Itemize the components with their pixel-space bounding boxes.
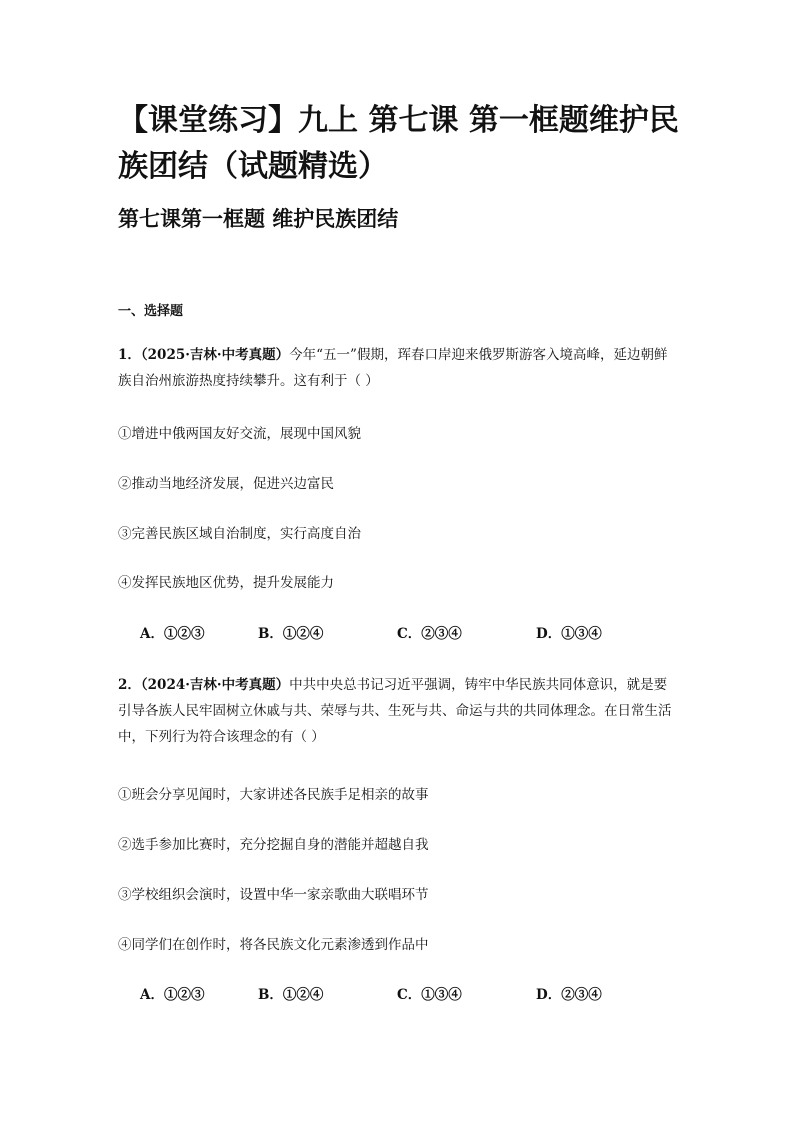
- option-statement-3: ③学校组织会演时，设置中华一家亲歌曲大联唱环节: [118, 887, 429, 903]
- section-heading: 一、选择题: [118, 304, 184, 319]
- question-text: 中共中央总书记习近平强调，铸牢中华民族共同体意识，就是要引导各族人民牢固树立休戚与共、荣辱与共、生死与共、命运与共的共同体理念。在日常生活中，下列行为符合该理念的有（ ）: [118, 677, 672, 745]
- choice-a: A．①②③: [140, 987, 205, 1003]
- choice-d: D．②③④: [536, 987, 602, 1003]
- question-number: 2．: [118, 677, 141, 693]
- question-number: 1．: [118, 347, 141, 363]
- question-2-stem: [118, 672, 678, 750]
- choice-c: C．①③④: [397, 987, 462, 1003]
- choice-c: C．②③④: [397, 626, 462, 642]
- document-title: 【课堂练习】九上 第七课 第一框题维护民族团结（试题精选）: [118, 103, 679, 184]
- option-statement-2: ②选手参加比赛时，充分挖掘自身的潜能并超越自我: [118, 837, 429, 853]
- option-statement-1: ①增进中俄两国友好交流，展现中国风貌: [118, 426, 361, 442]
- option-statement-4: ④同学们在创作时，将各民族文化元素渗透到作品中: [118, 937, 429, 953]
- question-1-stem: [118, 342, 678, 394]
- question-source: （2025·吉林·中考真题）: [140, 347, 290, 363]
- option-statement-3: ③完善民族区域自治制度，实行高度自治: [118, 526, 361, 542]
- choice-d: D．①③④: [536, 626, 602, 642]
- question-source: （2024·吉林·中考真题）: [140, 677, 290, 693]
- choice-b: B．①②④: [258, 987, 324, 1003]
- question-text: 今年“五一”假期，珲春口岸迎来俄罗斯游客入境高峰，延边朝鲜族自治州旅游热度持续攀升。这有利于（ ）: [118, 347, 668, 389]
- document-subtitle: 第七课第一框题 维护民族团结: [118, 207, 399, 231]
- option-statement-2: ②推动当地经济发展，促进兴边富民: [118, 476, 334, 492]
- option-statement-1: ①班会分享见闻时，大家讲述各民族手足相亲的故事: [118, 787, 429, 803]
- choice-a: A．①②③: [140, 626, 205, 642]
- option-statement-4: ④发挥民族地区优势，提升发展能力: [118, 575, 334, 591]
- choice-b: B．①②④: [258, 626, 324, 642]
